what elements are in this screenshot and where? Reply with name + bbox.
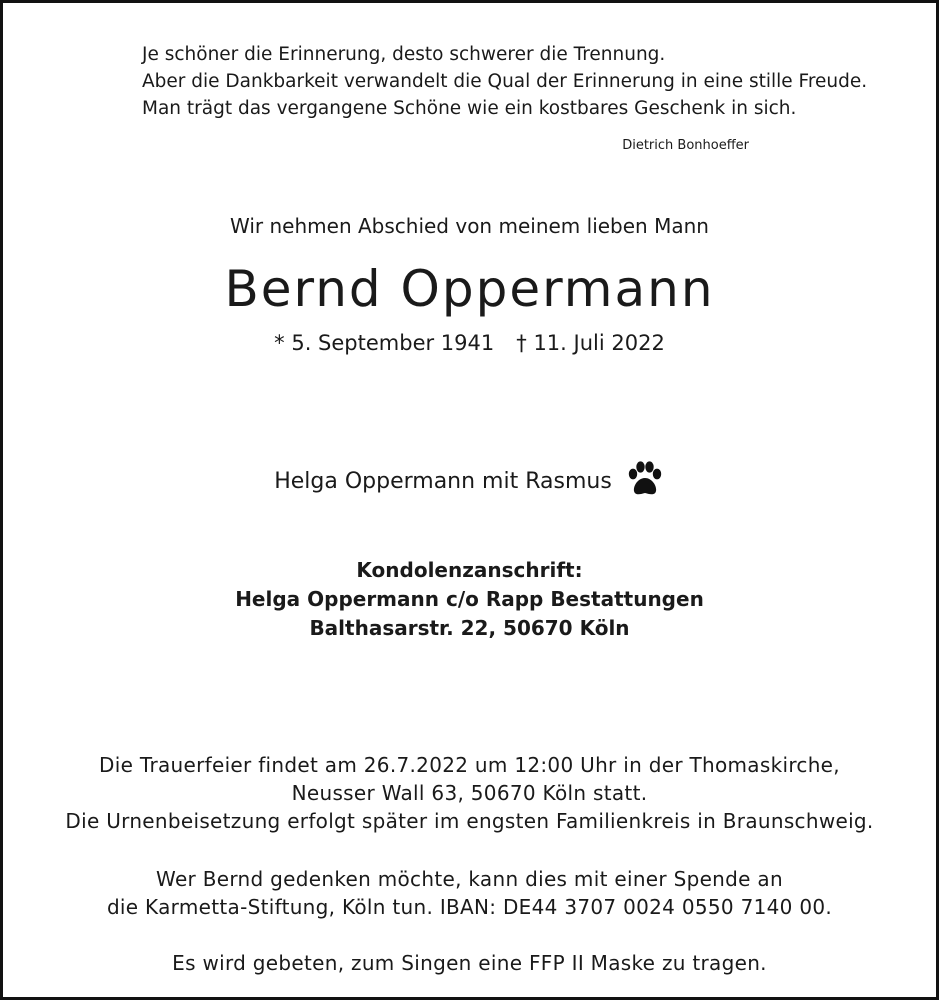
funeral-line-1: Die Trauerfeier findet am 26.7.2022 um 12:00 Uhr in der Thomaskirche,: [99, 753, 840, 777]
quote-author: Dietrich Bonhoeffer: [622, 138, 749, 153]
donation-line-1: Wer Bernd gedenken möchte, kann dies mit einer Spende an: [156, 867, 783, 891]
deceased-name: Bernd Oppermann: [224, 260, 715, 318]
funeral-line-3: Die Urnenbeisetzung erfolgt später im engsten Familienkreis in Braunschweig.: [65, 809, 874, 833]
address-line-1: Helga Oppermann c/o Rapp Bestattungen: [235, 587, 704, 611]
address-line-2: Balthasarstr. 22, 50670 Köln: [309, 616, 630, 640]
funeral-notice: [3, 751, 936, 835]
donation-line-2: die Karmetta-Stiftung, Köln tun. IBAN: DE44 3707 0024 0550 7140 00.: [106, 895, 833, 919]
death-date: † 11. Juli 2022: [516, 331, 665, 355]
funeral-line-2: Neusser Wall 63, 50670 Köln statt.: [291, 781, 648, 805]
family-signature: [3, 459, 936, 499]
family-line: Helga Oppermann mit Rasmus: [274, 469, 612, 494]
quote-line-3: Man trägt das vergangene Schöne wie ein kostbares Geschenk in sich.: [142, 98, 797, 119]
intro-line: Wir nehmen Abschied von meinem lieben Mann: [230, 214, 709, 238]
donation-notice: [3, 865, 936, 921]
quote-block: [142, 41, 867, 122]
paw-icon: [625, 459, 665, 499]
birth-date: * 5. September 1941: [274, 331, 495, 355]
quote-line-1: Je schöner die Erinnerung, desto schwerer die Trennung.: [142, 44, 666, 65]
life-dates: [3, 331, 936, 355]
address-heading: Kondolenzanschrift:: [356, 558, 583, 582]
mask-notice: Es wird gebeten, zum Singen eine FFP II Maske zu tragen.: [172, 951, 767, 975]
condolence-address: [3, 556, 936, 643]
quote-line-2: Aber die Dankbarkeit verwandelt die Qual der Erinnerung in eine stille Freude.: [142, 71, 868, 92]
